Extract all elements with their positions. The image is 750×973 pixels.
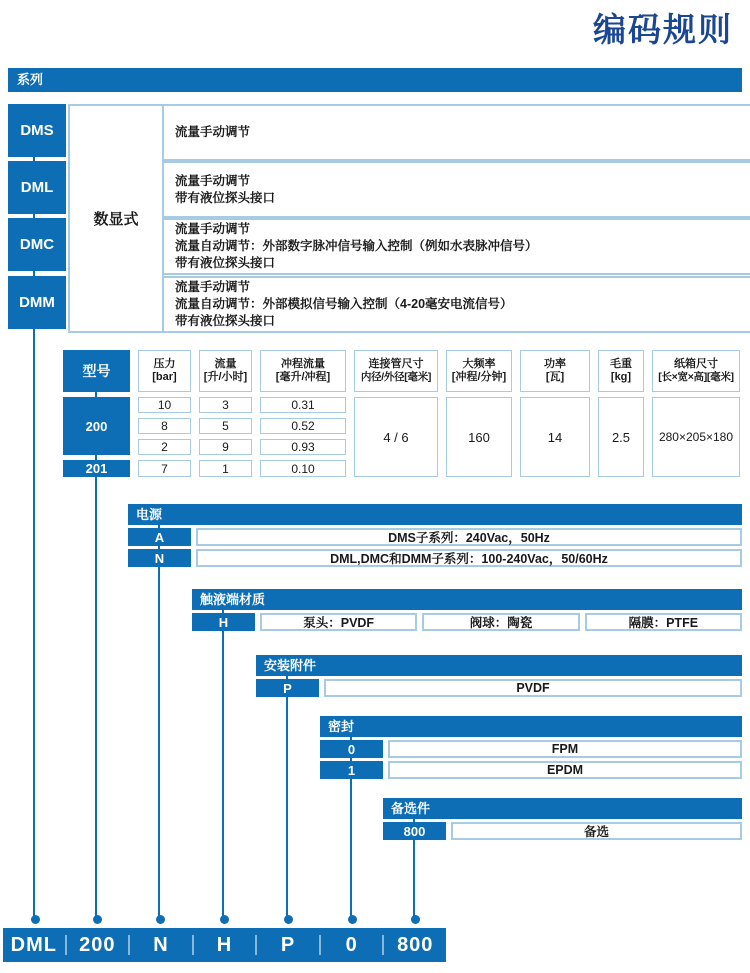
option-code: 1 <box>320 761 383 779</box>
table-cell: 10 <box>138 397 191 413</box>
col-header-pressure: 压力 [bar] <box>138 350 191 392</box>
section-seal-header: 密封 <box>320 716 742 737</box>
desc-line: 带有液位探头接口 <box>175 190 276 205</box>
desc-line: 流量自动调节：外部模拟信号输入控制（4-20毫安电流信号） <box>175 297 513 311</box>
connector-dot <box>411 915 420 924</box>
series-desc-dms <box>162 104 750 161</box>
model-code-201: 201 <box>63 460 130 477</box>
option-row <box>192 613 742 631</box>
desc-line: 带有液位探头接口 <box>175 256 276 270</box>
col-header-flow: 流量 [升/小时] <box>199 350 252 392</box>
code-segment-series: DML <box>10 933 57 956</box>
section-power-header: 电源 <box>128 504 742 525</box>
code-segment-mounting: P <box>280 933 296 956</box>
code-segment-material: H <box>216 933 233 956</box>
table-cell: 8 <box>138 418 191 434</box>
table-cell: 0.52 <box>260 418 346 434</box>
section-option <box>383 798 742 843</box>
connector-line-power <box>158 524 160 917</box>
option-row <box>320 761 742 779</box>
table-cell: 7 <box>138 460 191 477</box>
section-seal <box>320 716 742 782</box>
col-header-gross-weight: 毛重 [kg] <box>598 350 644 392</box>
col-header-stroke-volume: 冲程流量 [毫升/冲程] <box>260 350 346 392</box>
connector-dot <box>284 915 293 924</box>
section-wetted-material-header: 触液端材质 <box>192 589 742 610</box>
connector-line-series <box>33 157 35 917</box>
option-desc-valve-ball: 阀球：陶瓷 <box>422 613 579 631</box>
series-code-dmc: DMC <box>8 218 66 271</box>
table-cell: 9 <box>199 439 252 455</box>
col-header-carton-size: 纸箱尺寸 [长×宽×高][毫米] <box>652 350 740 392</box>
section-mounting <box>256 655 742 700</box>
option-desc: EPDM <box>388 761 742 779</box>
table-cell: 3 <box>199 397 252 413</box>
option-code: 0 <box>320 740 383 758</box>
product-code-bar <box>3 928 446 962</box>
connector-dot <box>220 915 229 924</box>
connector-line-mounting <box>286 675 288 917</box>
desc-line: 流量手动调节 <box>175 222 251 236</box>
option-row <box>383 822 742 840</box>
page-title: 编码规则 <box>593 11 733 48</box>
option-row <box>320 740 742 758</box>
connector-line-material <box>222 609 224 917</box>
connector-dot <box>348 915 357 924</box>
series-desc-dmc <box>162 218 750 275</box>
shared-cell-frequency: 160 <box>446 397 512 477</box>
model-table-corner: 型号 <box>63 350 130 392</box>
desc-line: 带有液位探头接口 <box>175 314 276 328</box>
code-segment-seal: 0 <box>345 933 358 956</box>
shared-cell-carton: 280×205×180 <box>652 397 740 477</box>
table-cell: 5 <box>199 418 252 434</box>
series-code-dml: DML <box>8 161 66 214</box>
col-header-max-frequency: 大频率 [冲程/分钟] <box>446 350 512 392</box>
option-code: N <box>128 549 191 567</box>
code-segment-option: 800 <box>397 933 434 956</box>
option-code: 800 <box>383 822 446 840</box>
shared-cell-weight: 2.5 <box>598 397 644 477</box>
option-code: P <box>256 679 319 697</box>
col-header-power: 功率 [瓦] <box>520 350 590 392</box>
option-desc: FPM <box>388 740 742 758</box>
table-cell: 1 <box>199 460 252 477</box>
desc-line: 流量手动调节 <box>175 280 251 294</box>
option-desc-diaphragm: 隔膜：PTFE <box>585 613 742 631</box>
shared-cell-tubing: 4 / 6 <box>354 397 438 477</box>
model-spec-table <box>63 350 740 477</box>
series-code-dms: DMS <box>8 104 66 157</box>
option-row <box>256 679 742 697</box>
table-cell: 0.31 <box>260 397 346 413</box>
shared-cell-power: 14 <box>520 397 590 477</box>
code-segment-model: 200 <box>79 933 116 956</box>
option-row <box>128 528 742 546</box>
code-segment-power: N <box>153 933 169 956</box>
option-desc: PVDF <box>324 679 742 697</box>
section-option-header: 备选件 <box>383 798 742 819</box>
model-code-200: 200 <box>63 397 130 455</box>
series-desc-dml <box>162 161 750 218</box>
series-code-dmm: DMM <box>8 276 66 329</box>
option-row <box>128 549 742 567</box>
table-cell: 0.93 <box>260 439 346 455</box>
section-mounting-header: 安装附件 <box>256 655 742 676</box>
table-cell: 2 <box>138 439 191 455</box>
desc-line: 流量自动调节：外部数字脉冲信号输入控制（例如水表脉冲信号） <box>175 239 538 253</box>
option-code: A <box>128 528 191 546</box>
section-wetted-material <box>192 589 742 634</box>
connector-dot <box>93 915 102 924</box>
series-section-header: 系列 <box>8 68 742 92</box>
option-code: H <box>192 613 255 631</box>
series-group-label: 数显式 <box>68 104 164 333</box>
desc-line: 流量手动调节 <box>175 125 251 139</box>
col-header-tubing-size: 连接管尺寸 内径/外径[毫米] <box>354 350 438 392</box>
option-desc-pump-head: 泵头：PVDF <box>260 613 417 631</box>
series-desc-dmm <box>162 276 750 333</box>
option-desc: DMS子系列：240Vac，50Hz <box>196 528 742 546</box>
table-cell: 0.10 <box>260 460 346 477</box>
connector-dot <box>31 915 40 924</box>
connector-dot <box>156 915 165 924</box>
option-desc: DML,DMC和DMM子系列：100-240Vac，50/60Hz <box>196 549 742 567</box>
option-desc: 备选 <box>451 822 742 840</box>
section-power <box>128 504 742 570</box>
desc-line: 流量手动调节 <box>175 173 251 188</box>
